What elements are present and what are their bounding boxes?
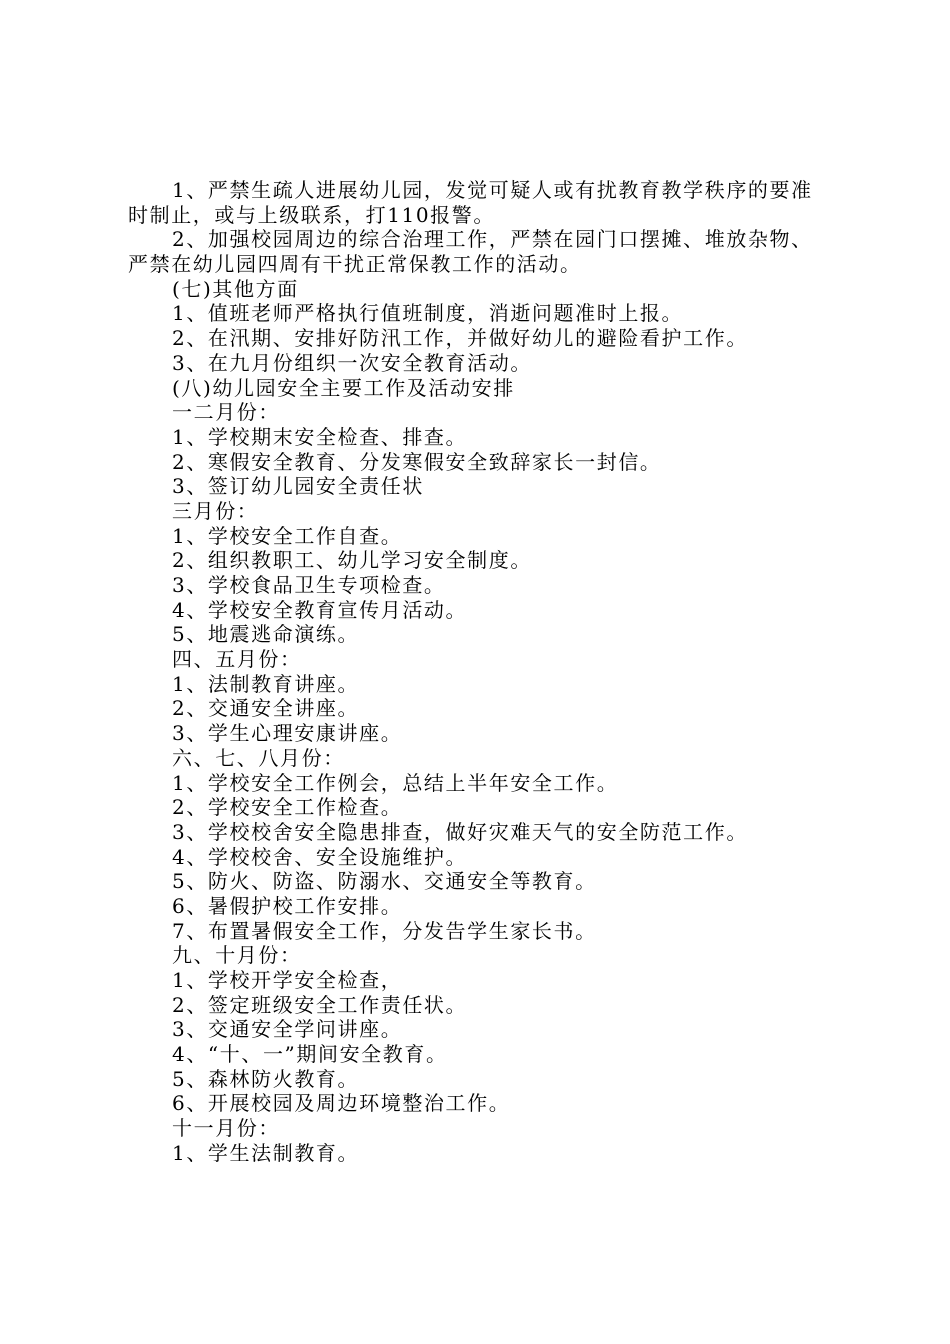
text-line: 3、学校食品卫生专项检查。: [172, 573, 446, 597]
text-line: 十一月份：: [172, 1116, 280, 1141]
text-line: (七)其他方面: [172, 276, 299, 301]
text-line: 1、法制教育讲座。: [172, 671, 360, 696]
text-line: 2、组织教职工、幼儿学习安全制度。: [172, 548, 532, 573]
text-line: 4、“十、一”期间安全教育。: [172, 1042, 448, 1067]
text-line: 三月份：: [172, 498, 259, 523]
text-line: 严禁在幼儿园四周有干扰正常保教工作的活动。: [128, 252, 582, 277]
document-body: [128, 178, 838, 1166]
text-line: 6、开展校园及周边环境整治工作。: [172, 1091, 511, 1116]
text-line: 4、学校安全教育宣传月活动。: [172, 597, 468, 622]
text-line: 3、学校校舍安全隐患排查，做好灾难天气的安全防范工作。: [172, 819, 748, 844]
text-line: 1、值班老师严格执行值班制度，消逝问题准时上报。: [172, 301, 684, 326]
text-line: 5、森林防火教育。: [172, 1066, 360, 1091]
text-line: 2、交通安全讲座。: [172, 696, 360, 721]
text-line: 3、签订幼儿园安全责任状: [172, 474, 424, 499]
text-line: 1、学校安全工作自查。: [172, 523, 403, 548]
text-line: 2、寒假安全教育、分发寒假安全致辞家长一封信。: [172, 449, 662, 474]
text-line: 一二月份：: [172, 400, 280, 425]
text-line: 3、学生心理安康讲座。: [172, 721, 403, 746]
text-line: 2、学校安全工作检查。: [172, 795, 403, 820]
text-line: 六、七、八月份：: [172, 745, 345, 770]
text-line: 7、布置暑假安全工作，分发告学生家长书。: [172, 918, 597, 943]
text-line: 2、加强校园周边的综合治理工作，严禁在园门口摆摊、堆放杂物、: [172, 227, 813, 252]
text-line: 九、十月份：: [172, 943, 302, 968]
text-line: 1、学校期末安全检查、排查。: [172, 424, 468, 449]
text-line: 1、学校开学安全检查，: [172, 968, 403, 992]
text-line: 2、签定班级安全工作责任状。: [172, 992, 468, 1017]
text-line: 4、学校校舍、安全设施维护。: [172, 844, 468, 869]
text-line: 5、地震逃命演练。: [172, 622, 360, 647]
text-line: 2、在汛期、安排好防汛工作，并做好幼儿的避险看护工作。: [172, 326, 748, 351]
text-line: 1、严禁生疏人进展幼儿园，发觉可疑人或有扰教育教学秩序的要准: [172, 178, 813, 202]
text-line: 3、在九月份组织一次安全教育活动。: [172, 350, 532, 375]
text-line: 时制止，或与上级联系，打110报警。: [128, 202, 495, 227]
text-line: (八)幼儿园安全主要工作及活动安排: [172, 375, 515, 400]
text-line: 3、交通安全学问讲座。: [172, 1017, 403, 1042]
text-line: 1、学校安全工作例会，总结上半年安全工作。: [172, 770, 619, 795]
text-line: 1、学生法制教育。: [172, 1140, 360, 1165]
text-line: 5、防火、防盗、防溺水、交通安全等教育。: [172, 869, 597, 894]
text-line: 四、五月份：: [172, 647, 302, 672]
text-line: 6、暑假护校工作安排。: [172, 893, 403, 918]
